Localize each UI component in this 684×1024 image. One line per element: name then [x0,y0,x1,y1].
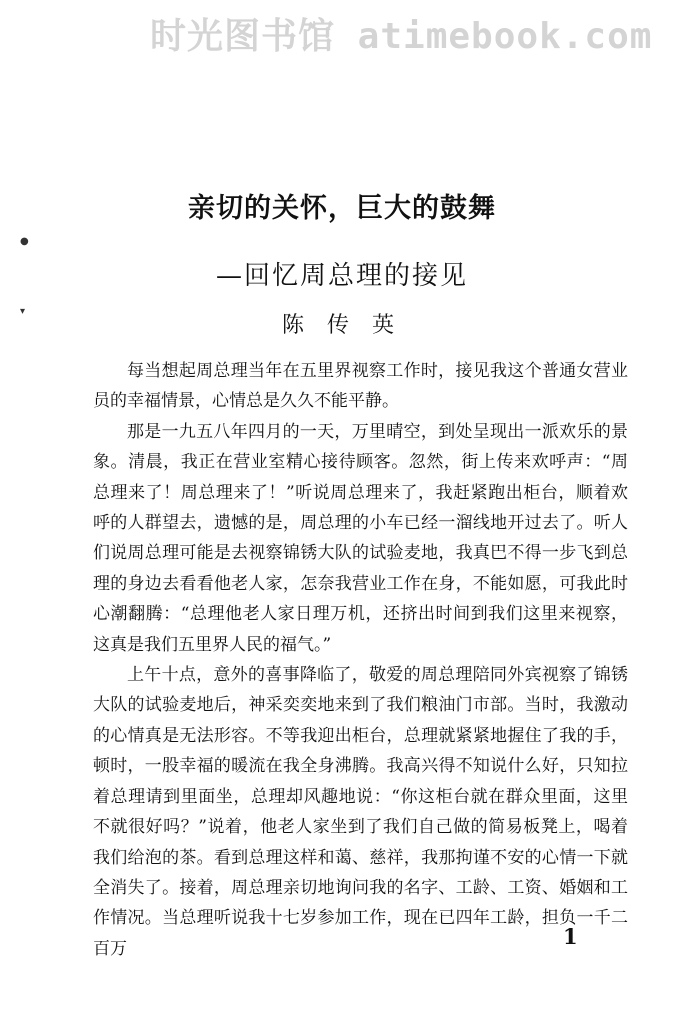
paragraph: 每当想起周总理当年在五里界视察工作时，接见我这个普通女营业员的幸福情景，心情总是久久不能平静。 [93,361,628,412]
article-body [93,356,628,964]
page-title: 亲切的关怀，巨大的鼓舞 [188,193,496,224]
page-subtitle: —回忆周总理的接见 [215,261,468,291]
page-number: 1 [563,924,578,949]
author-name: 陈 传 英 [282,313,402,338]
watermark: 时光图书馆 atimebook.com [150,16,653,57]
margin-mark: ▾ [20,306,26,317]
paragraph: 上午十点，意外的喜事降临了，敬爱的周总理陪同外宾视察了锦锈大队的试验麦地后，神采奕奕地来到了我们粮油门市部。当时，我激动的心情真是无法形容。不等我迎出柜台，总理就紧紧地握住了我的手，顿时，一股幸福的暖流在我全身沸腾。我高兴得不知说什么好，只知拉着总理请到里面坐，总理却风趣地说：“你这柜台就在群众里面，这里不就很好吗？”说着，他老人家坐到了我们自己做的简易板凳上，喝着我们给泡的茶。看到总理这样和蔼、慈祥，我那拘谨不安的心情一下就全消失了。接着，周总理亲切地询问我的名字、工龄、工资、婚姻和工作情况。当总理听说我十七岁参加工作，现在已四年工龄，担负一千二百万 [93,665,628,959]
paragraph: 那是一九五八年四月的一天，万里晴空，到处呈现出一派欢乐的景象。清晨，我正在营业室精心接待顾客。忽然，街上传来欢呼声：“周总理来了！周总理来了！”听说周总理来了，我赶紧跑出柜台，顺着欢呼的人群望去，遗憾的是，周总理的小车已经一溜线地开过去了。听人们说周总理可能是去视察锦锈大队的试验麦地，我真巴不得一步飞到总理的身边去看看他老人家，怎奈我营业工作在身，不能如愿，可我此时心潮翻腾：“总理他老人家日理万机，还挤出时间到我们这里来视察，这真是我们五里界人民的福气。” [93,421,628,655]
margin-mark: ● [20,236,29,247]
